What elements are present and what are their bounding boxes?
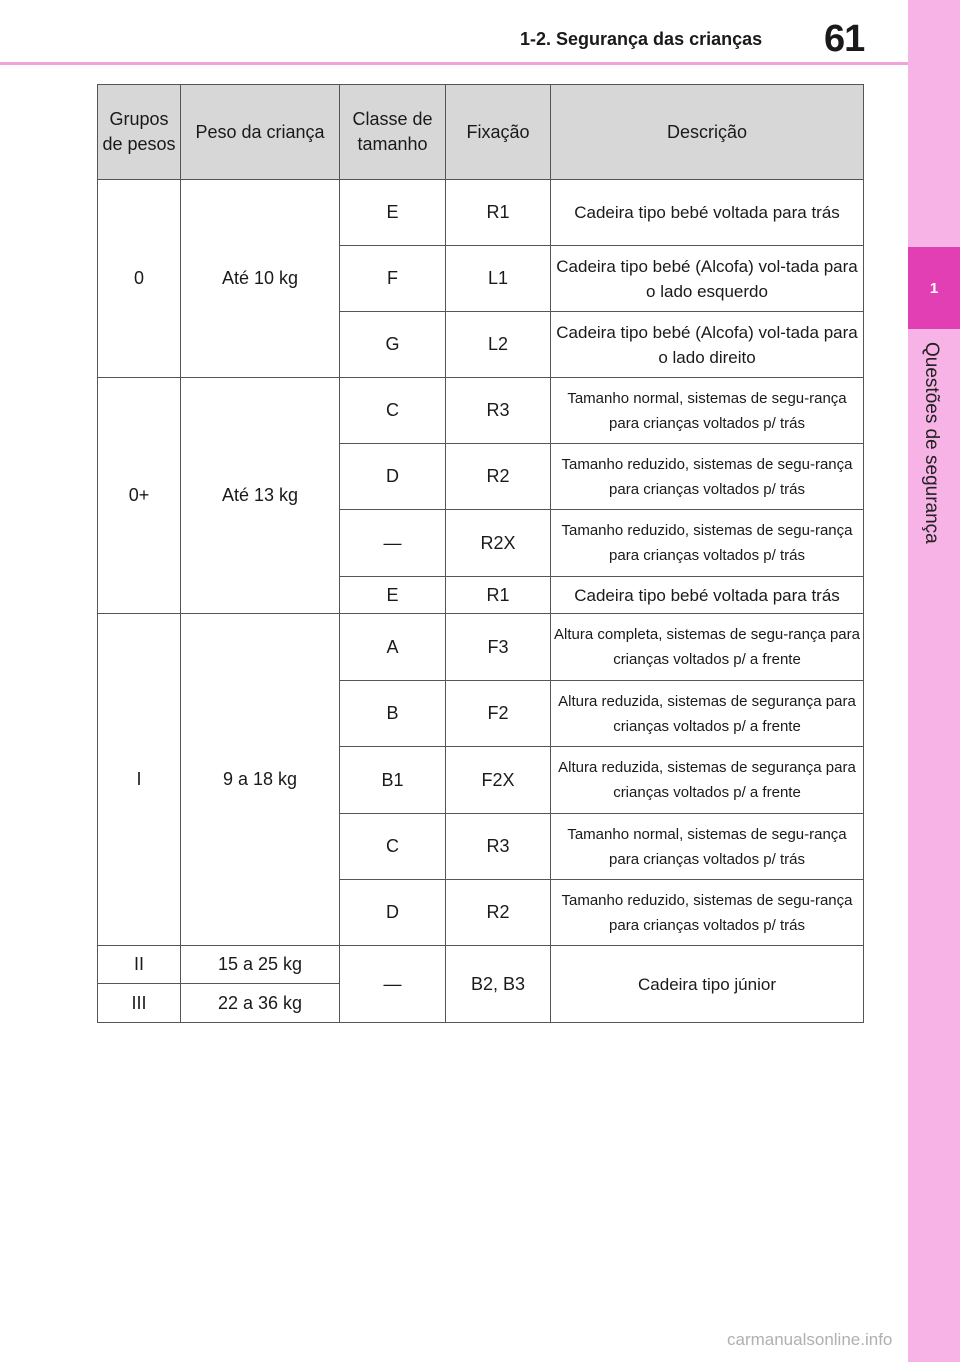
fixation-cell: R2 [446, 444, 551, 510]
description-cell: Cadeira tipo bebé voltada para trás [551, 577, 864, 614]
fixation-cell: R2X [446, 510, 551, 577]
child-weight-cell: 9 a 18 kg [181, 614, 340, 946]
description-cell: Cadeira tipo bebé (Alcofa) vol-tada para o lado direito [551, 312, 864, 378]
weight-group-cell: II [98, 946, 181, 984]
weight-group-cell: 0 [98, 180, 181, 378]
table-header-row [98, 85, 864, 180]
fixation-cell: R2 [446, 880, 551, 946]
weight-group-cell: I [98, 614, 181, 946]
chapter-name: Questões de segurança [921, 342, 942, 544]
description-cell: Tamanho reduzido, sistemas de segu-rança para crianças voltados p/ trás [551, 510, 864, 577]
size-class-cell: A [340, 614, 446, 681]
fixation-cell: F3 [446, 614, 551, 681]
page-number: 61 [824, 18, 865, 60]
size-class-cell: E [340, 577, 446, 614]
fixation-cell: B2, B3 [446, 946, 551, 1023]
child-weight-cell: Até 13 kg [181, 378, 340, 614]
size-class-cell: — [340, 946, 446, 1023]
fixation-cell: L1 [446, 246, 551, 312]
size-class-cell: B [340, 681, 446, 747]
table-row [98, 378, 864, 444]
child-seat-size-table [97, 84, 864, 1023]
header-size-class: Classe de tamanho [340, 85, 446, 180]
child-weight-cell: Até 10 kg [181, 180, 340, 378]
size-class-cell: F [340, 246, 446, 312]
description-cell: Altura reduzida, sistemas de segurança para crianças voltados p/ a frente [551, 681, 864, 747]
header-weight-group: Grupos de pesos [98, 85, 181, 180]
chapter-number: 1 [929, 279, 939, 297]
description-cell: Tamanho normal, sistemas de segu-rança para crianças voltados p/ trás [551, 378, 864, 444]
description-cell: Cadeira tipo júnior [551, 946, 864, 1023]
description-cell: Tamanho reduzido, sistemas de segu-rança para crianças voltados p/ trás [551, 444, 864, 510]
section-title: 1-2. Segurança das crianças [520, 29, 763, 49]
chapter-side-tab [908, 0, 960, 1362]
site-watermark: carmanualsonline.info [727, 1330, 893, 1349]
size-class-cell: — [340, 510, 446, 577]
weight-group-cell: 0+ [98, 378, 181, 614]
fixation-cell: F2X [446, 747, 551, 814]
description-cell: Tamanho reduzido, sistemas de segu-rança para crianças voltados p/ trás [551, 880, 864, 946]
size-class-cell: D [340, 444, 446, 510]
description-cell: Cadeira tipo bebé (Alcofa) vol-tada para o lado esquerdo [551, 246, 864, 312]
size-class-cell: C [340, 378, 446, 444]
child-weight-cell: 22 a 36 kg [181, 984, 340, 1023]
table-row [98, 614, 864, 681]
size-class-cell: E [340, 180, 446, 246]
table-row [98, 180, 864, 246]
size-class-cell: C [340, 814, 446, 880]
description-cell: Altura completa, sistemas de segu-rança para crianças voltados p/ a frente [551, 614, 864, 681]
header-description: Descrição [551, 85, 864, 180]
fixation-cell: R3 [446, 378, 551, 444]
fixation-cell: F2 [446, 681, 551, 747]
weight-group-cell: III [98, 984, 181, 1023]
child-weight-cell: 15 a 25 kg [181, 946, 340, 984]
table-row [98, 946, 864, 984]
header-fixation: Fixação [446, 85, 551, 180]
size-class-cell: G [340, 312, 446, 378]
size-class-cell: B1 [340, 747, 446, 814]
fixation-cell: R3 [446, 814, 551, 880]
description-cell: Tamanho normal, sistemas de segu-rança para crianças voltados p/ trás [551, 814, 864, 880]
fixation-cell: R1 [446, 577, 551, 614]
description-cell: Altura reduzida, sistemas de segurança para crianças voltados p/ a frente [551, 747, 864, 814]
fixation-cell: R1 [446, 180, 551, 246]
header-child-weight: Peso da criança [181, 85, 340, 180]
size-class-cell: D [340, 880, 446, 946]
chapter-number-box [908, 247, 960, 329]
header-divider [0, 62, 908, 65]
description-cell: Cadeira tipo bebé voltada para trás [551, 180, 864, 246]
fixation-cell: L2 [446, 312, 551, 378]
